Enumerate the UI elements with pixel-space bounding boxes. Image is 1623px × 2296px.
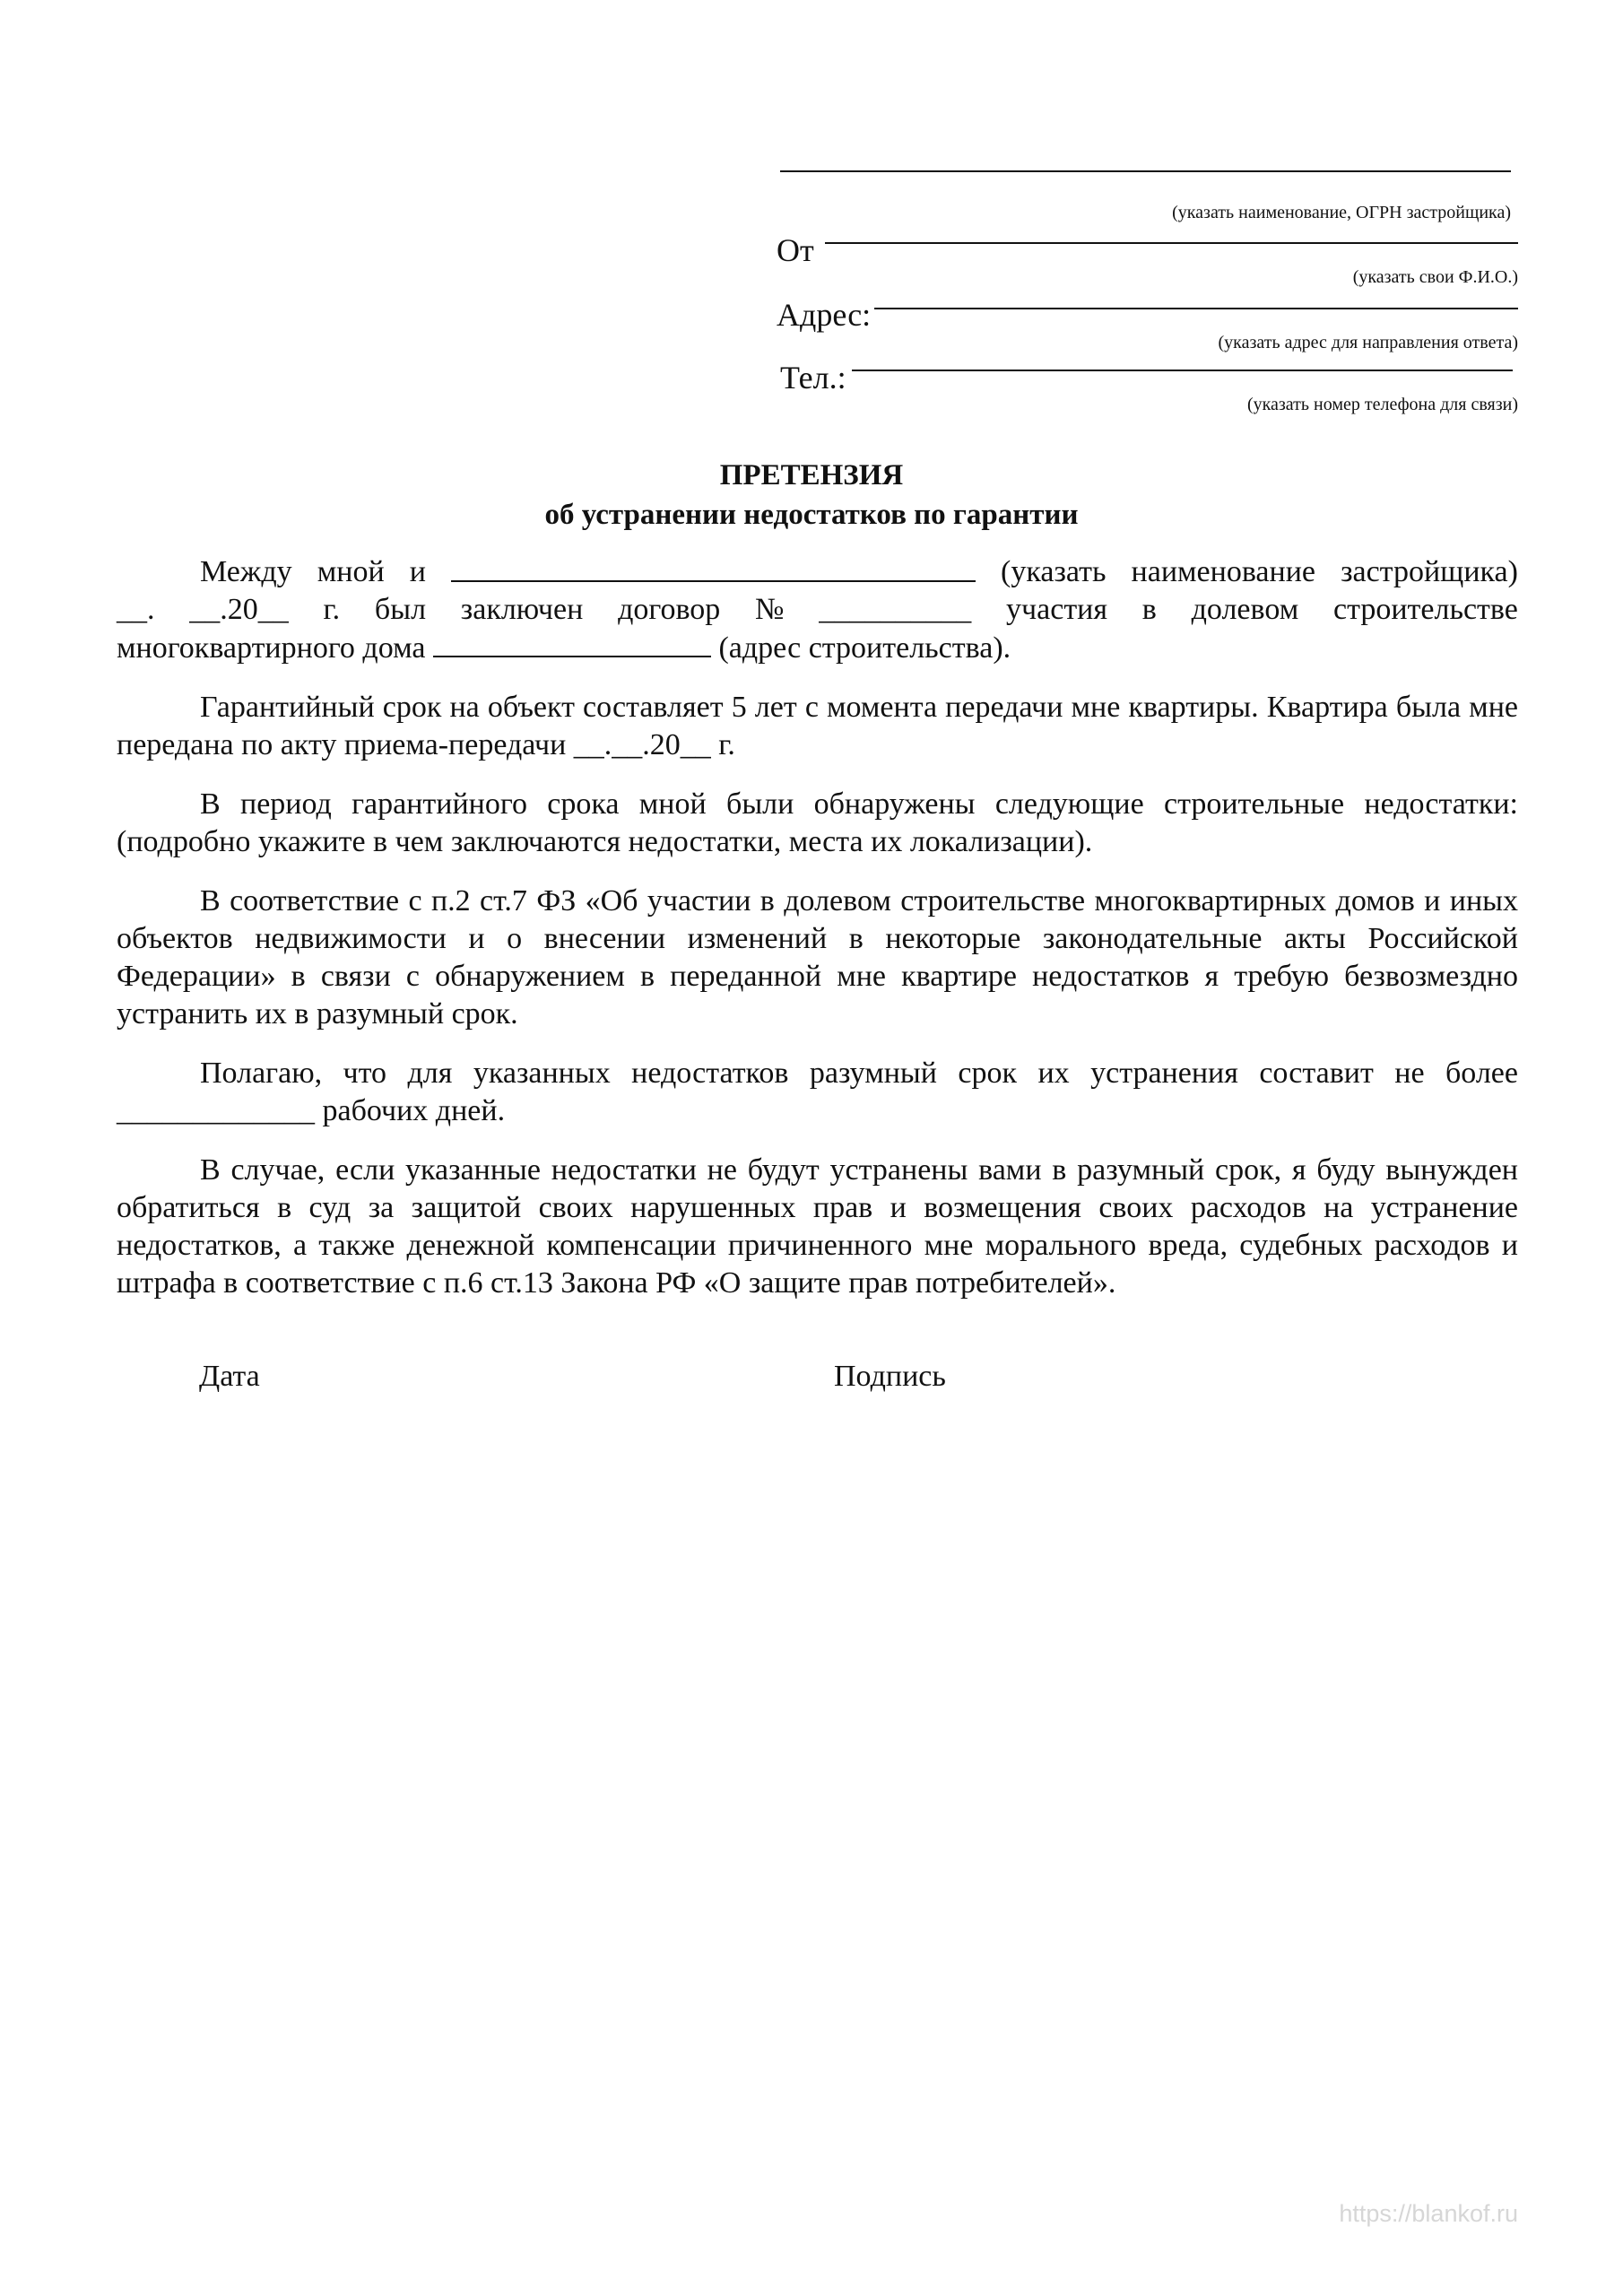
paragraph-1-line-2: __. __.20__ г. был заключен договор № __________ участия в долевом строительстве	[117, 593, 1518, 626]
paragraph-1-line-3: многоквартирного дома (адрес строительства).	[117, 629, 1518, 667]
from-label: От	[777, 232, 814, 268]
address-blank	[433, 629, 711, 657]
signature-label: Подпись	[834, 1360, 946, 1393]
phone-label: Тел.:	[780, 360, 846, 396]
document-body	[117, 553, 1518, 1324]
phone-line	[852, 370, 1513, 371]
developer-hint: (указать наименование, ОГРН застройщика)	[1172, 203, 1511, 222]
address-label: Адрес:	[777, 297, 872, 333]
days-blank: _____________	[117, 1094, 315, 1127]
from-line	[825, 242, 1518, 244]
paragraph-4: В соответствие с п.2 ст.7 ФЗ «Об участии в долевом строительстве многоквартирных домов и иных объектов недвижимости и о внесении изменений в некоторые законодательные акты Российской Федерации» в связи с обнаружением в переданной мне квартире недостатков я требую безвозмездно устранить их в разумный срок.	[117, 884, 1518, 1031]
paragraph-5	[117, 1055, 1518, 1130]
paragraph-5-line-1: Полагаю, что для указанных недостатков разумный срок их устранения составит не более	[200, 1057, 1518, 1090]
watermark-link: https://blankof.ru	[1339, 2200, 1518, 2227]
developer-name-blank	[451, 553, 976, 582]
from-hint: (указать свои Ф.И.О.)	[1352, 267, 1518, 287]
paragraph-5-line-2: _____________ рабочих дней.	[117, 1094, 506, 1127]
paragraph-6: В случае, если указанные недостатки не будут устранены вами в разумный срок, я буду вынужден обратиться в суд за защитой своих нарушенных прав и возмещения своих расходов на устранение недостатков, а также денежной компенсации причиненного мне морального вреда, судебных расходов и штрафа в соответствие с п.6 ст.13 Закона РФ «О защите прав потребителей».	[117, 1153, 1518, 1300]
paragraph-1	[117, 553, 1518, 667]
date-label: Дата	[199, 1360, 260, 1393]
paragraph-3: В период гарантийного срока мной были обнаружены следующие строительные недостатки: (подробно укажите в чем заключаются недостатки, места их локализации).	[117, 787, 1518, 858]
developer-line	[780, 170, 1511, 172]
address-line	[874, 308, 1518, 309]
phone-hint: (указать номер телефона для связи)	[1246, 395, 1518, 414]
document-title: ПРЕТЕНЗИЯ	[719, 459, 904, 491]
document-subtitle: об устранении недостатков по гарантии	[544, 499, 1079, 531]
paragraph-2: Гарантийный срок на объект составляет 5 лет с момента передачи мне квартиры. Квартира была мне передана по акту приема-передачи __.__.20__ г.	[117, 691, 1518, 761]
paragraph-1-line-1: Между мной и (указать наименование застройщика)	[200, 555, 1518, 588]
address-hint: (указать адрес для направления ответа)	[1218, 333, 1518, 352]
